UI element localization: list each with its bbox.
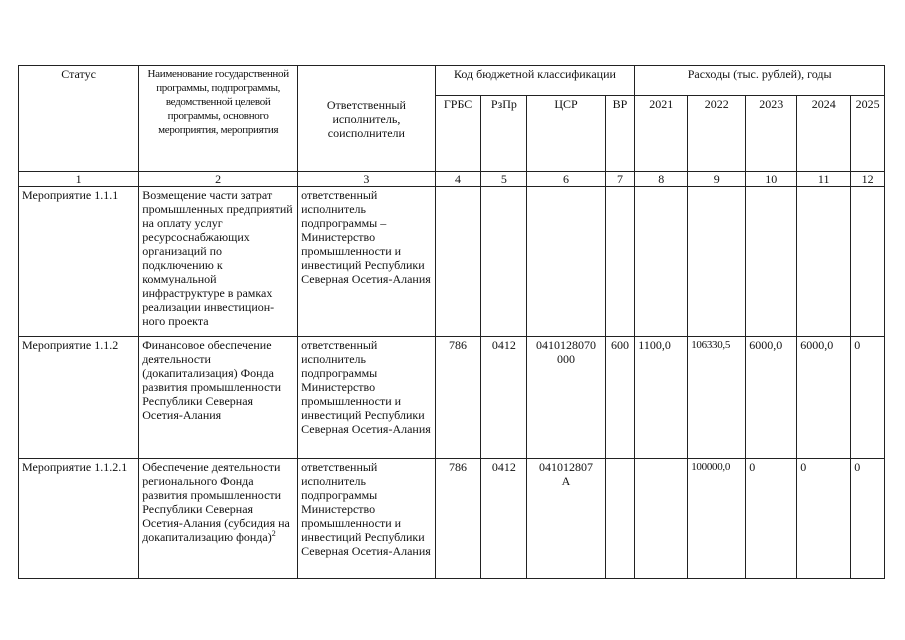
header-budget-code: Код бюджетной классификации: [435, 66, 635, 96]
column-number: 4: [435, 172, 481, 187]
column-number: 6: [527, 172, 605, 187]
row-2025: 0: [851, 337, 885, 459]
column-number: 10: [746, 172, 797, 187]
row-name: [139, 459, 298, 579]
column-number: 11: [797, 172, 851, 187]
row-vr: [605, 187, 635, 337]
header-year: 2022: [688, 96, 746, 172]
row-executor: ответственный исполнитель подпрограммы Министерство промышленности и инвестиций Республики Северная Осетия-Алания: [298, 337, 436, 459]
budget-table: [18, 65, 885, 579]
row-rzpr: 0412: [481, 459, 527, 579]
row-vr: 600: [605, 337, 635, 459]
row-name: Финансовое обеспечение деятельности (докапитализация) Фонда развития промышленности Республики Северная Осетия-Алания: [139, 337, 298, 459]
header-expenses: Расходы (тыс. рублей), годы: [635, 66, 885, 96]
row-csr: [527, 187, 605, 337]
header-csr: ЦСР: [527, 96, 605, 172]
column-number: 3: [298, 172, 436, 187]
header-executor: Ответственный исполнитель, соисполнители: [298, 66, 436, 172]
header-year: 2023: [746, 96, 797, 172]
footnote-marker: 2: [271, 529, 276, 538]
column-number: 2: [139, 172, 298, 187]
column-number: 7: [605, 172, 635, 187]
row-2024: 0: [797, 459, 851, 579]
header-year: 2025: [851, 96, 885, 172]
row-2022: 100000,0: [688, 459, 746, 579]
row-2021: [635, 459, 688, 579]
header-year: 2024: [797, 96, 851, 172]
header-status: Статус: [19, 66, 139, 172]
column-number: 12: [851, 172, 885, 187]
column-number: 8: [635, 172, 688, 187]
row-vr: [605, 459, 635, 579]
row-status: Мероприятие 1.1.1: [19, 187, 139, 337]
row-rzpr: [481, 187, 527, 337]
row-grbs: 786: [435, 337, 481, 459]
row-status: Мероприятие 1.1.2.1: [19, 459, 139, 579]
row-2023: 0: [746, 459, 797, 579]
column-number: 5: [481, 172, 527, 187]
row-2025: [851, 187, 885, 337]
header-year: 2021: [635, 96, 688, 172]
row-2023: 6000,0: [746, 337, 797, 459]
row-csr: 041012807 А: [527, 459, 605, 579]
row-rzpr: 0412: [481, 337, 527, 459]
row-status: Мероприятие 1.1.2: [19, 337, 139, 459]
table-row: [19, 459, 885, 579]
row-2021: 1100,0: [635, 337, 688, 459]
row-2024: [797, 187, 851, 337]
header-grbs: ГРБС: [435, 96, 481, 172]
column-number-row: [19, 172, 885, 187]
header-vr: ВР: [605, 96, 635, 172]
row-grbs: [435, 187, 481, 337]
row-grbs: 786: [435, 459, 481, 579]
row-2025: 0: [851, 459, 885, 579]
row-name: Возмещение части затрат промышленных предприятий на оплату услуг ресурсоснабжающих организаций по подключению к коммунальной инфраструктуре в рамках реализации инвестицион-ного проекта: [139, 187, 298, 337]
header-rzpr: РзПр: [481, 96, 527, 172]
column-number: 9: [688, 172, 746, 187]
table-row: [19, 187, 885, 337]
row-csr: 0410128070 000: [527, 337, 605, 459]
table-row: [19, 337, 885, 459]
header-name: Наименование государственной программы, подпрограммы, ведомственной целевой программы, основного мероприятия, мероприятия: [139, 66, 298, 172]
row-2022: 106330,5: [688, 337, 746, 459]
row-executor: ответственный исполнитель подпрограммы Министерство промышленности и инвестиций Республики Северная Осетия-Алания: [298, 459, 436, 579]
row-executor: ответственный исполнитель подпрограммы – Министерство промышленности и инвестиций Республики Северная Осетия-Алания: [298, 187, 436, 337]
row-2023: [746, 187, 797, 337]
row-2024: 6000,0: [797, 337, 851, 459]
row-2021: [635, 187, 688, 337]
row-2022: [688, 187, 746, 337]
column-number: 1: [19, 172, 139, 187]
row-name-text: Обеспечение деятельности регионального Фонда развития промышленности Республики Северная Осетия-Алания (субсидия на докапитализацию фонда): [142, 460, 290, 544]
